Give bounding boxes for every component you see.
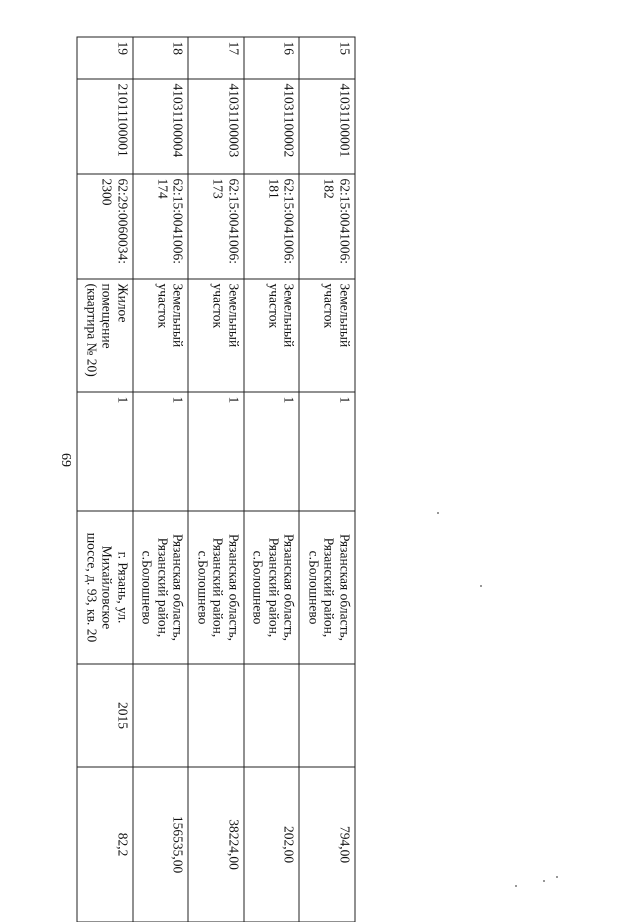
cell-address xyxy=(132,511,188,664)
cell-row-number xyxy=(299,37,355,79)
cell-object-type xyxy=(243,279,299,392)
cell-quantity-text: 1 xyxy=(225,396,241,403)
cell-row-number-text: 17 xyxy=(225,41,241,55)
cell-cadastral-number xyxy=(77,174,133,279)
cell-quantity xyxy=(188,392,244,511)
cell-area-value-text: 794,00 xyxy=(337,825,352,863)
cell-object-type-text: Жилое помещение (квартира № 20) xyxy=(83,283,130,377)
cell-inventory-number-text: 41031100001 xyxy=(337,83,352,157)
cell-address-text: Рязанская область, Рязанский район, с.Болошнево xyxy=(305,533,352,641)
cell-object-type-text: Земельный участок xyxy=(210,283,241,347)
cell-area-value xyxy=(299,767,355,922)
cell-object-type xyxy=(188,279,244,392)
cell-inventory-number xyxy=(132,79,188,174)
cell-quantity xyxy=(77,392,133,511)
cell-quantity-text: 1 xyxy=(337,396,352,403)
scan-speck xyxy=(480,585,482,587)
cell-cadastral-number xyxy=(132,174,188,279)
registry-table-container xyxy=(77,36,355,873)
cell-year xyxy=(77,664,133,767)
table-row xyxy=(188,37,244,922)
cell-inventory-number-text: 41031100002 xyxy=(281,83,297,157)
cell-object-type xyxy=(299,279,355,392)
table-row xyxy=(299,37,355,922)
cell-address xyxy=(77,511,133,664)
cell-object-type-text: Земельный участок xyxy=(265,283,297,347)
cell-address xyxy=(243,511,299,664)
table-row xyxy=(243,37,299,922)
table-row xyxy=(132,37,188,922)
cell-inventory-number xyxy=(299,79,355,174)
cell-row-number-text: 19 xyxy=(114,41,130,55)
cell-quantity-text: 1 xyxy=(281,396,297,403)
cell-area-value xyxy=(188,767,244,922)
scan-speck xyxy=(437,512,439,514)
cell-year xyxy=(243,664,299,767)
table-body xyxy=(77,37,355,922)
cell-year-text: 2015 xyxy=(114,701,130,729)
cell-quantity xyxy=(243,392,299,511)
cell-object-type xyxy=(77,279,133,392)
property-registry-table xyxy=(76,36,355,922)
cell-address xyxy=(299,511,355,664)
scan-speck xyxy=(556,876,558,878)
cell-cadastral-number-text: 62:15:0041006: 182 xyxy=(321,178,352,264)
cell-object-type xyxy=(132,279,188,392)
cell-year xyxy=(188,664,244,767)
page-number: 69 xyxy=(58,453,73,467)
cell-row-number xyxy=(77,37,133,79)
cell-object-type-text: Земельный участок xyxy=(154,283,186,347)
scan-speck xyxy=(543,880,545,882)
cell-cadastral-number-text: 62:15:0041006: 173 xyxy=(210,178,241,264)
cell-address-text: г. Рязань, ул. Михайловское шоссе, д. 93, кв. 20 xyxy=(83,532,130,642)
cell-area-value-text: 38224,00 xyxy=(225,818,241,870)
cell-inventory-number xyxy=(77,79,133,174)
cell-cadastral-number xyxy=(243,174,299,279)
scan-speck xyxy=(515,885,517,887)
cell-area-value xyxy=(243,767,299,922)
cell-area-value-text: 82,2 xyxy=(114,832,130,856)
cell-area-value xyxy=(132,767,188,922)
cell-row-number xyxy=(243,37,299,79)
cell-area-value-text: 202,00 xyxy=(281,825,297,863)
cell-inventory-number-text: 41031100003 xyxy=(225,83,241,157)
cell-year xyxy=(299,664,355,767)
cell-row-number-text: 16 xyxy=(281,41,297,55)
cell-inventory-number-text: 41031100004 xyxy=(170,83,186,157)
table-row xyxy=(77,37,133,922)
cell-object-type-text: Земельный участок xyxy=(321,283,352,347)
cell-address-text: Рязанская область, Рязанский район, с.Болошнево xyxy=(139,533,186,641)
cell-inventory-number xyxy=(188,79,244,174)
cell-cadastral-number-text: 62:29:0060034: 2300 xyxy=(99,178,130,264)
cell-year xyxy=(132,664,188,767)
cell-quantity xyxy=(132,392,188,511)
cell-address-text: Рязанская область, Рязанский район, с.Болошнево xyxy=(250,533,297,641)
cell-inventory-number xyxy=(243,79,299,174)
cell-cadastral-number-text: 62:15:0041006: 181 xyxy=(265,178,297,264)
cell-quantity xyxy=(299,392,355,511)
cell-cadastral-number xyxy=(188,174,244,279)
cell-cadastral-number-text: 62:15:0041006: 174 xyxy=(154,178,186,264)
cell-row-number-text: 15 xyxy=(337,41,352,55)
cell-inventory-number-text: 21011100001 xyxy=(114,83,130,157)
cell-area-value-text: 156535,00 xyxy=(170,815,186,873)
cell-row-number-text: 18 xyxy=(170,41,186,55)
cell-quantity-text: 1 xyxy=(170,396,186,403)
cell-row-number xyxy=(188,37,244,79)
cell-address-text: Рязанская область, Рязанский район, с.Болошнево xyxy=(194,533,241,641)
cell-address xyxy=(188,511,244,664)
cell-quantity-text: 1 xyxy=(114,396,130,403)
cell-row-number xyxy=(132,37,188,79)
cell-area-value xyxy=(77,767,133,922)
cell-cadastral-number xyxy=(299,174,355,279)
